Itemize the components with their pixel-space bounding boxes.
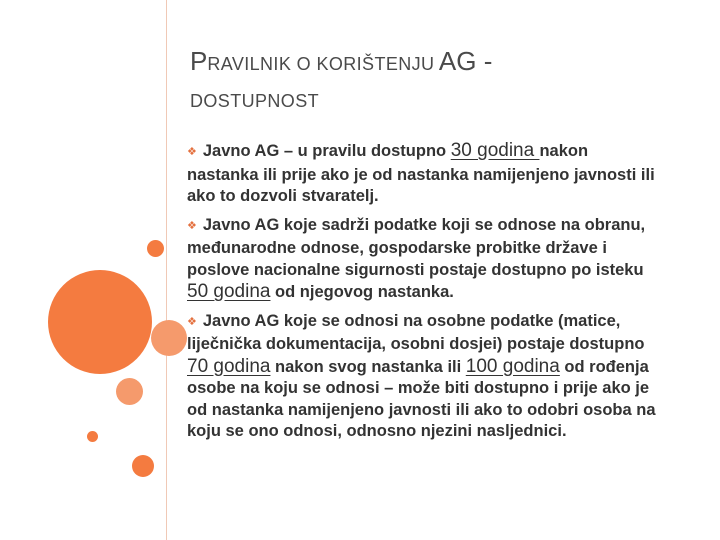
title-initial: P — [190, 46, 208, 76]
title-line-1 — [190, 48, 492, 74]
bullet-text: Javno AG koje se odnosi na osobne podatke (matice, liječnička dokumentacija, osobni dosjei) postaje dostupno — [187, 311, 645, 353]
decorative-vertical-line — [166, 0, 167, 540]
bullet-emphasis: 30 godina — [450, 140, 540, 161]
diamond-bullet-icon: ❖ — [187, 146, 197, 158]
diamond-bullet-icon: ❖ — [187, 315, 197, 328]
bullet-item-1 — [187, 140, 662, 208]
bullet-text: Javno AG – u pravilu dostupno — [202, 142, 451, 160]
title-text: RAVILNIK O KORIŠTENJU — [207, 54, 435, 74]
diamond-bullet-icon: ❖ — [187, 219, 197, 232]
title-ag: AG — [438, 46, 477, 76]
bullet-text: nakon svog nastanka ili — [270, 357, 466, 376]
medium-decorative-circle — [151, 320, 187, 356]
small-decorative-circle-upper — [147, 240, 164, 257]
large-decorative-circle — [48, 270, 152, 374]
tiny-decorative-circle — [87, 431, 98, 442]
bullet-emphasis: 70 godina — [187, 355, 271, 377]
bullet-list — [187, 140, 662, 450]
bullet-emphasis: 100 godina — [465, 355, 560, 377]
small-decorative-circle-lower — [132, 455, 154, 477]
bullet-text: od njegovog nastanka. — [270, 283, 454, 301]
bullet-text: nakon nastanka ili prije ako je od nastanka namijenjeno javnosti ili ako to dozvoli stvaratelj. — [187, 142, 655, 205]
bullet-item-3 — [187, 311, 662, 443]
title-line-2: DOSTUPNOST — [190, 91, 320, 111]
bullet-emphasis: 50 godina — [187, 281, 271, 302]
bullet-item-2 — [187, 215, 662, 304]
small-decorative-circle-middle — [116, 378, 143, 405]
title-dash: - — [476, 46, 493, 76]
bullet-text: Javno AG koje sadrži podatke koji se odnose na obranu, međunarodne odnose, gospodarske probitke države i poslove nacionalne sigurnosti postaje dostupno po isteku — [187, 215, 646, 279]
bullet-text: od rođenja osobe na koju se odnosi – može biti dostupno i prije ako je od nastanka namijenjeno javnosti ili ako to odobri osoba na koju se ono odnosi, odnosno njezini nasljednici. — [187, 357, 656, 440]
